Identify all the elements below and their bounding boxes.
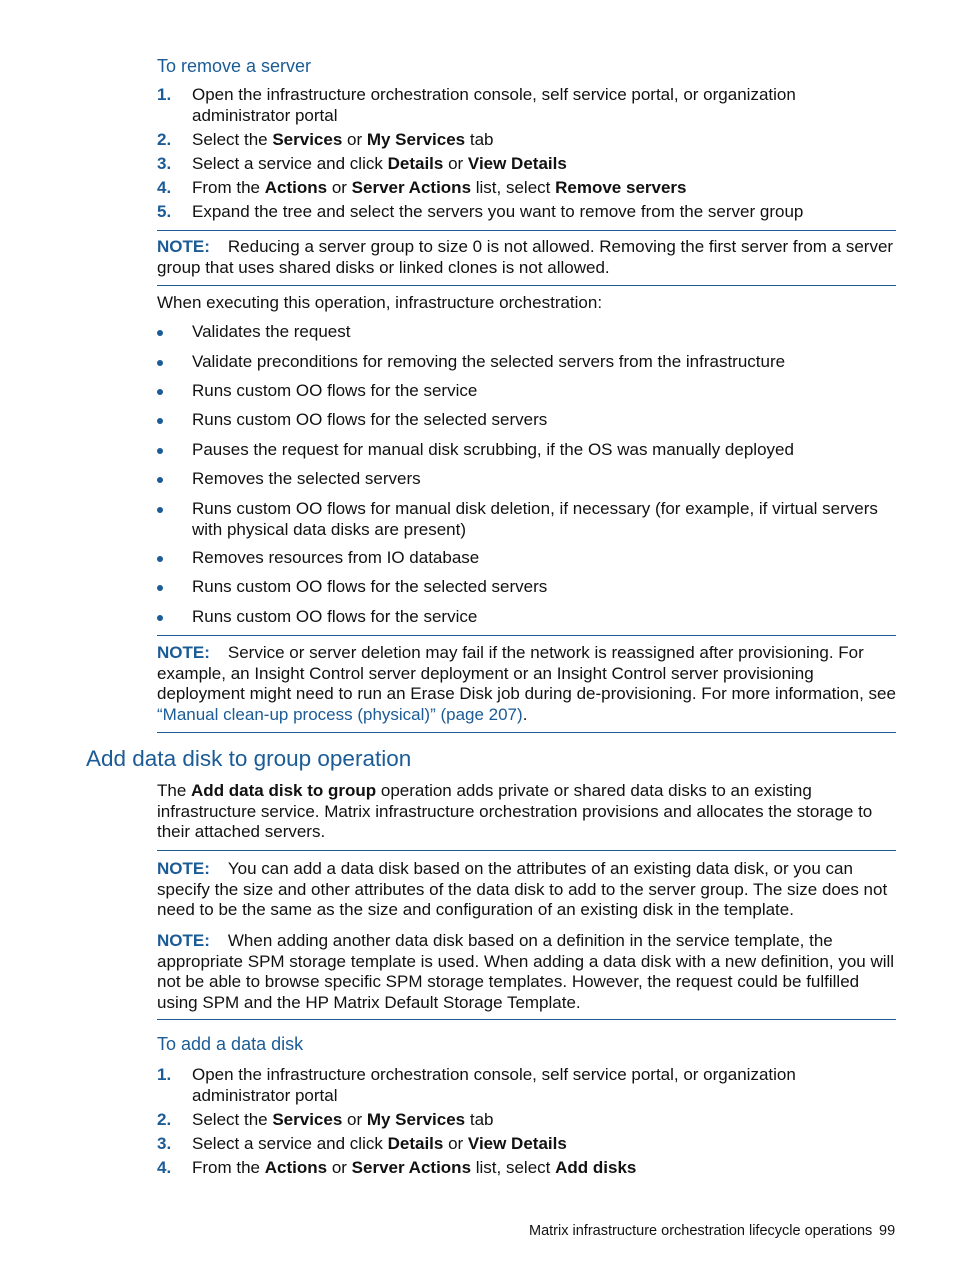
step-text-part: or — [327, 178, 352, 197]
subsection-heading-add-disk: To add a data disk — [157, 1034, 304, 1054]
note-text: When adding another data disk based on a definition in the service template, the appropriate SPM storage template is used. When adding a data disk with a new definition, you will not be able to browse specific SPM storage templates. However, the request could be fulfilled using SPM and the HP Matrix Default Storage Template. — [157, 931, 895, 1012]
note-attributes — [157, 859, 897, 921]
note-label: NOTE: — [157, 237, 210, 256]
step-number: 1. — [157, 85, 172, 104]
bullet-text: Runs custom OO flows for the service — [192, 381, 478, 400]
bullet-text: Runs custom OO flows for manual disk deletion, if necessary (for example, if virtual servers with physical data disks are present) — [192, 499, 878, 539]
page-number: 99 — [879, 1223, 896, 1239]
paragraph-text: operation adds private or shared data disks to an existing infrastructure service. Matrix infrastructure orchestration provisions and allocates the storage to their attached servers. — [157, 781, 873, 841]
note-text: Reducing a server group to size 0 is not allowed. Removing the first server from a server group that uses shared disks or linked clones is not allowed. — [157, 237, 894, 277]
note-top-rule — [157, 230, 896, 231]
bullet-dot — [157, 360, 163, 366]
bullet-dot — [157, 389, 163, 395]
note-top-rule — [157, 635, 896, 636]
step-text-part: Select a service and click — [192, 1134, 388, 1153]
note-bottom-rule — [157, 285, 896, 286]
step-text-part: Open the infrastructure orchestration console, self service portal, or organization administrator portal — [192, 1065, 796, 1105]
step-text — [192, 130, 898, 151]
step-text-part: tab — [465, 1110, 494, 1129]
step-text — [192, 1110, 898, 1131]
step-number: 3. — [157, 154, 172, 173]
note-spm-template — [157, 931, 897, 1013]
step-text-part: or — [443, 1134, 468, 1153]
step-ui-term: Details — [387, 1134, 444, 1153]
bullet-text: Removes the selected servers — [192, 469, 421, 488]
step-text-part: Select the — [192, 130, 273, 149]
step-number: 3. — [157, 1134, 172, 1153]
step-ui-term: Actions — [264, 178, 328, 197]
step-number: 2. — [157, 130, 172, 149]
step-ui-term: Actions — [264, 1158, 328, 1177]
step-text-part: From the — [192, 1158, 265, 1177]
note-reduce-size — [157, 237, 897, 278]
note-text: You can add a data disk based on the attributes of an existing data disk, or you can specify the size and other attributes of the data disk to add to the server group. The size does not need to be the same as the size and configuration of an existing disk in the template. — [157, 859, 888, 919]
paragraph-text: The — [157, 781, 192, 800]
step-text-part: or — [342, 1110, 367, 1129]
bullet-dot — [157, 448, 163, 454]
operation-intro: When executing this operation, infrastructure orchestration: — [157, 293, 603, 312]
note-bottom-rule — [157, 1019, 896, 1020]
note-label: NOTE: — [157, 643, 210, 662]
subsection-heading-remove-server: To remove a server — [157, 56, 312, 76]
step-text — [192, 1065, 898, 1106]
step-text-part: Expand the tree and select the servers you want to remove from the server group — [192, 202, 804, 221]
step-text-part: From the — [192, 178, 265, 197]
step-ui-term: Server Actions — [351, 1158, 472, 1177]
step-ui-term: My Services — [366, 1110, 466, 1129]
bullet-text: Validate preconditions for removing the selected servers from the infrastructure — [192, 352, 786, 371]
step-text — [192, 178, 898, 199]
bullet-text: Removes resources from IO database — [192, 548, 480, 567]
step-text-part: Select the — [192, 1110, 273, 1129]
bullet-text: Pauses the request for manual disk scrubbing, if the OS was manually deployed — [192, 440, 794, 459]
paragraph-bold: Add data disk to group — [191, 781, 377, 800]
step-ui-term: Services — [272, 1110, 343, 1129]
section-title: Add data disk to group operation — [86, 746, 412, 771]
step-text — [192, 85, 898, 126]
step-number: 1. — [157, 1065, 172, 1084]
bullet-dot — [157, 330, 163, 336]
step-text-part: or — [443, 154, 468, 173]
step-number: 4. — [157, 178, 172, 197]
note-bottom-rule — [157, 732, 896, 733]
bullet-text: Runs custom OO flows for the service — [192, 607, 478, 626]
note-end: . — [522, 704, 528, 724]
note-top-rule — [157, 850, 896, 851]
step-ui-term: Details — [387, 154, 444, 173]
step-ui-term: Services — [272, 130, 343, 149]
bullet-dot — [157, 556, 163, 562]
note-text: Service or server deletion may fail if the network is reassigned after provisioning. For example, an Insight Control server deployment or an Insight Control server provisioning deployment might need to run an Erase Disk job during de-provisioning. For more information, see — [157, 643, 896, 703]
note-deletion-fail — [157, 643, 898, 725]
note-label: NOTE: — [157, 859, 210, 878]
step-number: 2. — [157, 1110, 172, 1129]
bullet-dot — [157, 507, 163, 513]
bullet-dot — [157, 477, 163, 483]
step-text-part: tab — [465, 130, 494, 149]
bullet-dot — [157, 615, 163, 621]
bullet-dot — [157, 585, 163, 591]
step-ui-term: Add disks — [555, 1158, 637, 1177]
step-text-part: list, select — [471, 178, 556, 197]
step-number: 5. — [157, 202, 172, 221]
step-number: 4. — [157, 1158, 172, 1177]
bullet-dot — [157, 418, 163, 424]
footer-section-title: Matrix infrastructure orchestration lifecycle operations — [529, 1223, 873, 1239]
step-text-part: or — [342, 130, 367, 149]
step-ui-term: View Details — [467, 154, 567, 173]
step-text — [192, 1134, 898, 1155]
cross-reference-link[interactable]: “Manual clean-up process (physical)” (page 207) — [157, 704, 523, 724]
note-label: NOTE: — [157, 931, 210, 950]
step-text-part: Select a service and click — [192, 154, 388, 173]
step-ui-term: View Details — [467, 1134, 567, 1153]
step-ui-term: Server Actions — [351, 178, 472, 197]
bullet-text: Runs custom OO flows for the selected servers — [192, 410, 548, 429]
bullet-text: Validates the request — [192, 322, 351, 341]
bullet-text: Runs custom OO flows for the selected servers — [192, 577, 548, 596]
section-paragraph — [157, 781, 898, 843]
step-text-part: list, select — [471, 1158, 556, 1177]
step-ui-term: My Services — [366, 130, 466, 149]
step-text — [192, 154, 898, 175]
step-text — [192, 202, 898, 223]
step-text-part: Open the infrastructure orchestration console, self service portal, or organization administrator portal — [192, 85, 796, 125]
step-text — [192, 1158, 898, 1179]
step-ui-term: Remove servers — [555, 178, 687, 197]
step-text-part: or — [327, 1158, 352, 1177]
